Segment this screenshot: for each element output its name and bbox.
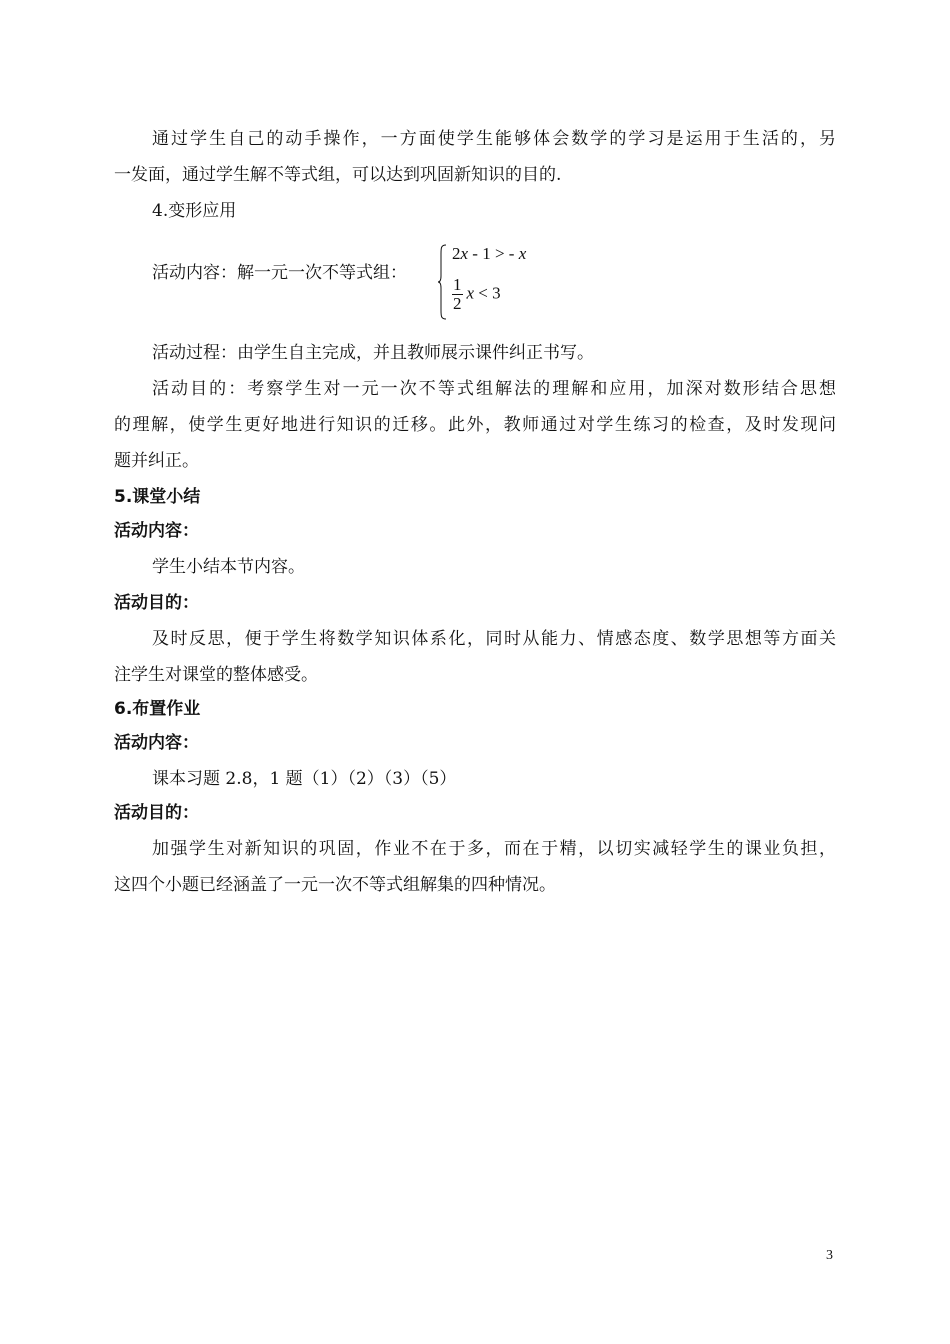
activity-content-label: 活动内容：: [114, 733, 199, 753]
paragraph-line: 课本习题 2.8，1 题（1）（2）（3）（5）: [152, 769, 457, 789]
paragraph-line: 这四个小题已经涵盖了一元一次不等式组解集的四种情况。: [114, 875, 556, 895]
paragraph-line: 加强学生对新知识的巩固，作业不在于多，而在于精，以切实减轻学生的课业负担，: [152, 839, 836, 859]
activity-process: 活动过程：由学生自主完成，并且教师展示课件纠正书写。: [152, 343, 594, 363]
activity-content-label: 活动内容：: [114, 521, 199, 541]
fraction: $\frac{1}{2}$: [453, 275, 462, 313]
activity-purpose-label: 活动目的：: [114, 803, 199, 823]
activity-purpose-label: 活动目的：: [114, 593, 199, 613]
paragraph-line: 及时反思，便于学生将数学知识体系化，同时从能力、情感态度、数学思想等方面关: [152, 629, 836, 649]
activity-content-label: 活动内容：解一元一次不等式组：: [152, 263, 407, 283]
paragraph-line: 的理解，使学生更好地进行知识的迁移。此外，教师通过对学生练习的检查，及时发现问: [114, 415, 836, 435]
paragraph-line: 学生小结本节内容。: [152, 557, 305, 577]
paragraph-line: 一发面，通过学生解不等式组，可以达到巩固新知识的目的.: [114, 165, 562, 185]
section-heading: 6.布置作业: [114, 699, 201, 719]
paragraph-line: 注学生对课堂的整体感受。: [114, 665, 318, 685]
page-number: 3: [826, 1248, 833, 1263]
paragraph-line: 通过学生自己的动手操作，一方面使学生能够体会数学的学习是运用于生活的，另: [152, 129, 836, 149]
paragraph-line: 活动目的：考察学生对一元一次不等式组解法的理解和应用，加深对数形结合思想: [152, 379, 836, 399]
paragraph-line: 题并纠正。: [114, 451, 199, 471]
inequality-2: $\frac{1}{2}$ x < 3: [453, 275, 501, 313]
section-heading: 4.变形应用: [152, 201, 237, 221]
section-heading: 5.课堂小结: [114, 487, 201, 507]
left-brace-icon: [437, 244, 447, 320]
inequality-1: 2x - 1 > - x: [452, 244, 527, 263]
